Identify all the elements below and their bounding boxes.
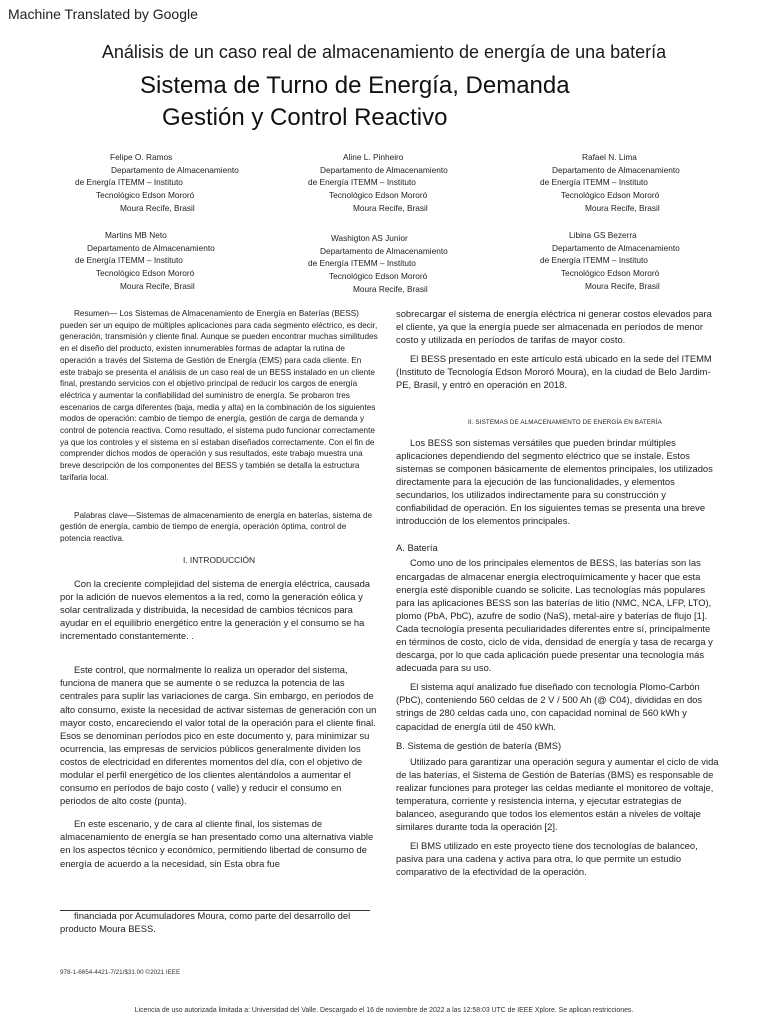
machine-translation-banner: Machine Translated by Google [8, 6, 198, 22]
author-location: Moura Recife, Brasil [120, 280, 195, 291]
copyright-isbn: 978-1-6654-4421-7/21/$31.00 ©2021 IEEE [60, 969, 181, 976]
author-affiliation: Departamento de Almacenamiento [87, 242, 215, 253]
author-name: Washigton AS Junior [331, 233, 408, 243]
author-location: Moura Recife, Brasil [353, 202, 428, 213]
abstract: Resumen— Los Sistemas de Almacenamiento de Energía en Baterías (BESS) pueden ser un equipo de múltiples aplicaciones para cada segmento eléctrico, es decir, generación, transmisión y cliente final. Aunque se pueden encontrar muchas similitudes en el diseño del producto, existen innumerables formas de adaptar la rutina de operación a través del Sistema de Gestión de Energía (EMS) para cada cliente. En este trabajo se presenta el análisis de un caso real de un BESS instalado en un cliente final, prestando servicios con el objetivo principal de reducir los cargos de energía eléctrica y aumentar la confiabilidad del suministro de energía. Se probaron tres escenarios de carga diferentes (baja, media y alta) en la combinación de los siguientes modos de operación: cambio de tiempo de energía, gestión de carga de demanda y control de potencia reactiva. Como resultado, el sistema pudo funcionar correctamente ya que los controles y el sistema en sí estaban diseñados correctamente. Con el fin de comprender dichos modos de operación y sus resultados, este trabajo muestra una breve descripción de los componentes del BESS y también se detalla la estructura tarifaria local. [60, 309, 378, 482]
author-affiliation: de Energía ITEMM – Instituto [308, 258, 416, 269]
author-block [308, 151, 488, 215]
author-affiliation: Departamento de Almacenamiento [320, 245, 448, 256]
author-block [75, 229, 255, 293]
author-affiliation: Tecnológico Edson Mororó [561, 190, 660, 201]
left-column [60, 308, 378, 870]
author-block [308, 232, 488, 296]
author-affiliation: de Energía ITEMM – Instituto [75, 177, 183, 188]
author-affiliation: Tecnológico Edson Mororó [329, 271, 428, 282]
footnote-text: financiada por Acumuladores Moura, como parte del desarrollo del producto Moura BESS. [60, 910, 351, 934]
paragraph: Este control, que normalmente lo realiza un operador del sistema, funciona de manera que se aumente o se reduzca la potencia de las centrales para suplir las variaciones de carga. Sin embargo, en periodos de alto consumo, existe la necesidad de activar sistemas de generación con un mayor costo, encareciendo el valor total de la operación para el cliente final. Esos se denominan períodos pico en este documento y, para minimizar su ocurrencia, las empresas de servicios públicos generalmente dividen los costos de electricidad en diferentes momentos del día, con el objetivo de modular el perfil energético de los clientes alentándolos a aumentar el consumo en períodos de bajo costo ( valle) y reducir el consumo en periodos de alto coste (punta). [60, 664, 377, 807]
paragraph: En este escenario, y de cara al cliente final, los sistemas de almacenamiento de energía se han presentado como una alternativa viable en los aspectos técnico y económico, permitiendo libertad de consumo de energía de acuerdo a la necesidad, sin Esta obra fue [60, 818, 374, 869]
author-block [75, 151, 255, 215]
funding-footnote [60, 910, 380, 935]
paragraph: El sistema aquí analizado fue diseñado con tecnología Plomo-Carbón (PbC), conteniendo 560 celdas de 2 V / 500 Ah (@ C04), divididas en dos strings de 280 celdas cada uno, con capacidad nominal de 560 kWh y capacidad de energía útil de 450 kWh. [396, 681, 703, 732]
author-location: Moura Recife, Brasil [120, 202, 195, 213]
author-name: Martins MB Neto [105, 230, 167, 240]
author-affiliation: Departamento de Almacenamiento [320, 164, 448, 175]
author-name: Libina GS Bezerra [569, 230, 637, 240]
author-affiliation: Tecnológico Edson Mororó [561, 268, 660, 279]
paragraph: El BESS presentado en este artículo está ubicado en la sede del ITEMM (Instituto de Tecnología Edson Mororó Moura), en la ciudad de Belo Jardim-PE, Brasil, y entró en operación en 2018. [396, 353, 712, 391]
paragraph: Utilizado para garantizar una operación segura y aumentar el ciclo de vida de las baterías, el Sistema de Gestión de Baterías (BMS) es responsable de realizar funciones para proteger las celdas mediante el monitoreo de voltaje, temperatura, corriente y resistencia interna, y ejecutar estrategias de balanceo, asegurando que todos los elementos están a niveles de voltaje similares durante toda la operación [2]. [396, 755, 719, 833]
author-location: Moura Recife, Brasil [585, 202, 660, 213]
paper-subtitle: Análisis de un caso real de almacenamiento de energía de una batería [101, 42, 667, 62]
author-location: Moura Recife, Brasil [585, 280, 660, 291]
author-name: Aline L. Pinheiro [343, 152, 404, 162]
author-name: Felipe O. Ramos [110, 152, 173, 162]
author-affiliation: Departamento de Almacenamiento [111, 164, 239, 175]
keywords: Palabras clave—Sistemas de almacenamiento de energía en baterías, sistema de gestión de energía, cambio de tiempo de energía, operación óptima, control de potencia reactiva. [60, 510, 373, 543]
paragraph: El BMS utilizado en este proyecto tiene dos tecnologías de balanceo, pasiva para una cadena y activa para otra, lo que permite un estudio comparativo de la efectividad de la operación. [396, 840, 698, 878]
right-column [396, 307, 720, 879]
author-affiliation: de Energía ITEMM – Instituto [308, 177, 416, 188]
author-affiliation: Tecnológico Edson Mororó [329, 190, 428, 201]
author-affiliation: Departamento de Almacenamiento [552, 164, 680, 175]
author-affiliation: Tecnológico Edson Mororó [96, 190, 195, 201]
subsection-heading-b: B. Sistema de gestión de batería (BMS) [396, 739, 562, 751]
section-heading-ii: II. SISTEMAS DE ALMACENAMIENTO DE ENERGÍA EN BATERÍA [468, 418, 662, 426]
paragraph: Con la creciente complejidad del sistema de energía eléctrica, causada por la adición de nuevos elementos a la red, como la generación eólica y solar centralizada y distribuida, la necesidad de cambios técnicos para ayudar en el equilibrio energético entre la generación y el consumo se ha incrementado constantemente. . [60, 577, 370, 642]
paragraph: sobrecargar el sistema de energía eléctrica ni generar costos elevados para el cliente, ya que la energía puede ser almacenada en períodos de menor costo y utilizada en períodos de tarifas de mayor costo. [396, 308, 712, 346]
paper-title-line-1: Sistema de Turno de Energía, Demanda [140, 72, 570, 99]
author-location: Moura Recife, Brasil [353, 283, 428, 294]
subsection-heading-a: A. Batería [396, 542, 438, 554]
author-name: Rafael N. Lima [582, 152, 637, 162]
license-notice: Licencia de uso autorizada limitada a: Universidad del Valle. Descargado el 16 de noviembre de 2022 a las 12:58:03 UTC de IEEE Xplore. Se aplican restricciones. [134, 1007, 634, 1014]
author-affiliation: de Energía ITEMM – Instituto [540, 177, 648, 188]
author-block [540, 151, 720, 215]
paper-title-line-2: Gestión y Control Reactivo [162, 104, 448, 131]
author-affiliation: de Energía ITEMM – Instituto [540, 255, 648, 266]
paragraph: Los BESS son sistemas versátiles que pueden brindar múltiples aplicaciones dependiendo del segmento eléctrico que se instale. Estos sistemas se componen básicamente de elementos principales, los utilizados directamente para la ejecución de las funcionalidades, y elementos secundarios, los utilizados indirectamente para su construcción y confiabilidad de operación. En los siguientes temas se presenta una breve introducción de los elementos principales. [396, 436, 713, 527]
author-affiliation: Tecnológico Edson Mororó [96, 268, 195, 279]
author-affiliation: Departamento de Almacenamiento [552, 242, 680, 253]
author-affiliation: de Energía ITEMM – Instituto [75, 255, 183, 266]
author-block [540, 229, 720, 293]
paragraph: Como uno de los principales elementos de BESS, las baterías son las encargadas de almacenar energía electroquímicamente y hacer que esta energía esté disponible cuando se solicite. Las tecnologías más populares para las aplicaciones BESS son las baterías de litio (NMC, NCA, LFP, LTO), plomo (PbA, PbC), azufre de sodio (NaS), metal-aire y baterías de flujo [1]. Cada tecnología presenta peculiaridades diferentes entre sí, principalmente en términos de costo, ciclo de vida, densidad de energía y tasa de recarga y descarga, por lo que cada aplicación puede presentar una tecnología más adecuada para su uso. [396, 557, 713, 674]
section-heading-introduction: I. INTRODUCCIÓN [182, 554, 256, 565]
